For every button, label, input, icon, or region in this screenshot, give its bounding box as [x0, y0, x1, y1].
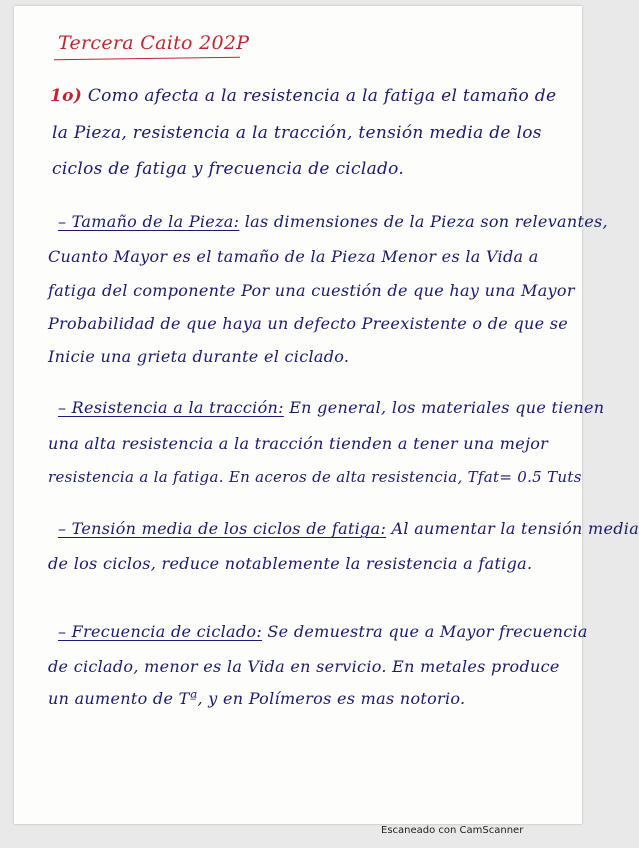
section-tensile-text-1: una alta resistencia a la tracción tienden a tener una mejor	[48, 434, 549, 453]
section-frequency-heading-line	[58, 622, 588, 641]
section-tensile-text-0: En general, los materiales que tienen	[283, 398, 605, 417]
question-number: 1o)	[50, 86, 83, 106]
section-size-text-2: fatiga del componente Por una cuestión de que hay una Mayor	[48, 281, 575, 300]
page-title: Tercera Caito 202P	[58, 32, 250, 54]
section-tensile-heading-line	[58, 398, 604, 417]
section-frequency-text-1: de ciclado, menor es la Vida en servicio. En metales produce	[48, 657, 560, 676]
section-frequency-heading: – Frecuencia de ciclado:	[58, 622, 263, 641]
title-underline	[54, 57, 240, 61]
question-line-3: ciclos de fatiga y frecuencia de ciclado.	[52, 159, 405, 179]
question-line-2: la Pieza, resistencia a la tracción, tensión media de los	[52, 123, 542, 143]
section-mean-stress-heading-line	[58, 519, 639, 538]
section-size-heading: – Tamaño de la Pieza:	[58, 212, 240, 231]
section-mean-stress-heading: – Tensión media de los ciclos de fatiga:	[58, 519, 387, 538]
question-text-1: Como afecta a la resistencia a la fatiga el tamaño de	[87, 86, 557, 106]
scanned-page	[14, 6, 639, 824]
section-size-text-3: Probabilidad de que haya un defecto Preexistente o de que se	[48, 314, 569, 333]
section-size-heading-line	[58, 212, 608, 231]
section-frequency-text-0: Se demuestra que a Mayor frecuencia	[262, 622, 588, 641]
section-size-text-1: Cuanto Mayor es el tamaño de la Pieza Menor es la Vida a	[48, 247, 539, 266]
section-mean-stress-text-0: Al aumentar la tensión media	[386, 519, 639, 538]
section-tensile-heading: – Resistencia a la tracción:	[58, 398, 284, 417]
scanner-watermark: Escaneado con CamScanner	[381, 825, 524, 836]
section-size-text-0: las dimensiones de la Pieza son relevantes,	[239, 212, 608, 231]
section-size-text-4: Inicie una grieta durante el ciclado.	[48, 347, 350, 366]
question-line-1	[50, 86, 556, 106]
section-tensile-text-2: resistencia a la fatiga. En aceros de alta resistencia, Tfat= 0.5 Tuts	[48, 468, 582, 486]
section-frequency-text-2: un aumento de Tª, y en Polímeros es mas notorio.	[48, 689, 466, 708]
section-mean-stress-text-1: de los ciclos, reduce notablemente la resistencia a fatiga.	[48, 554, 533, 573]
